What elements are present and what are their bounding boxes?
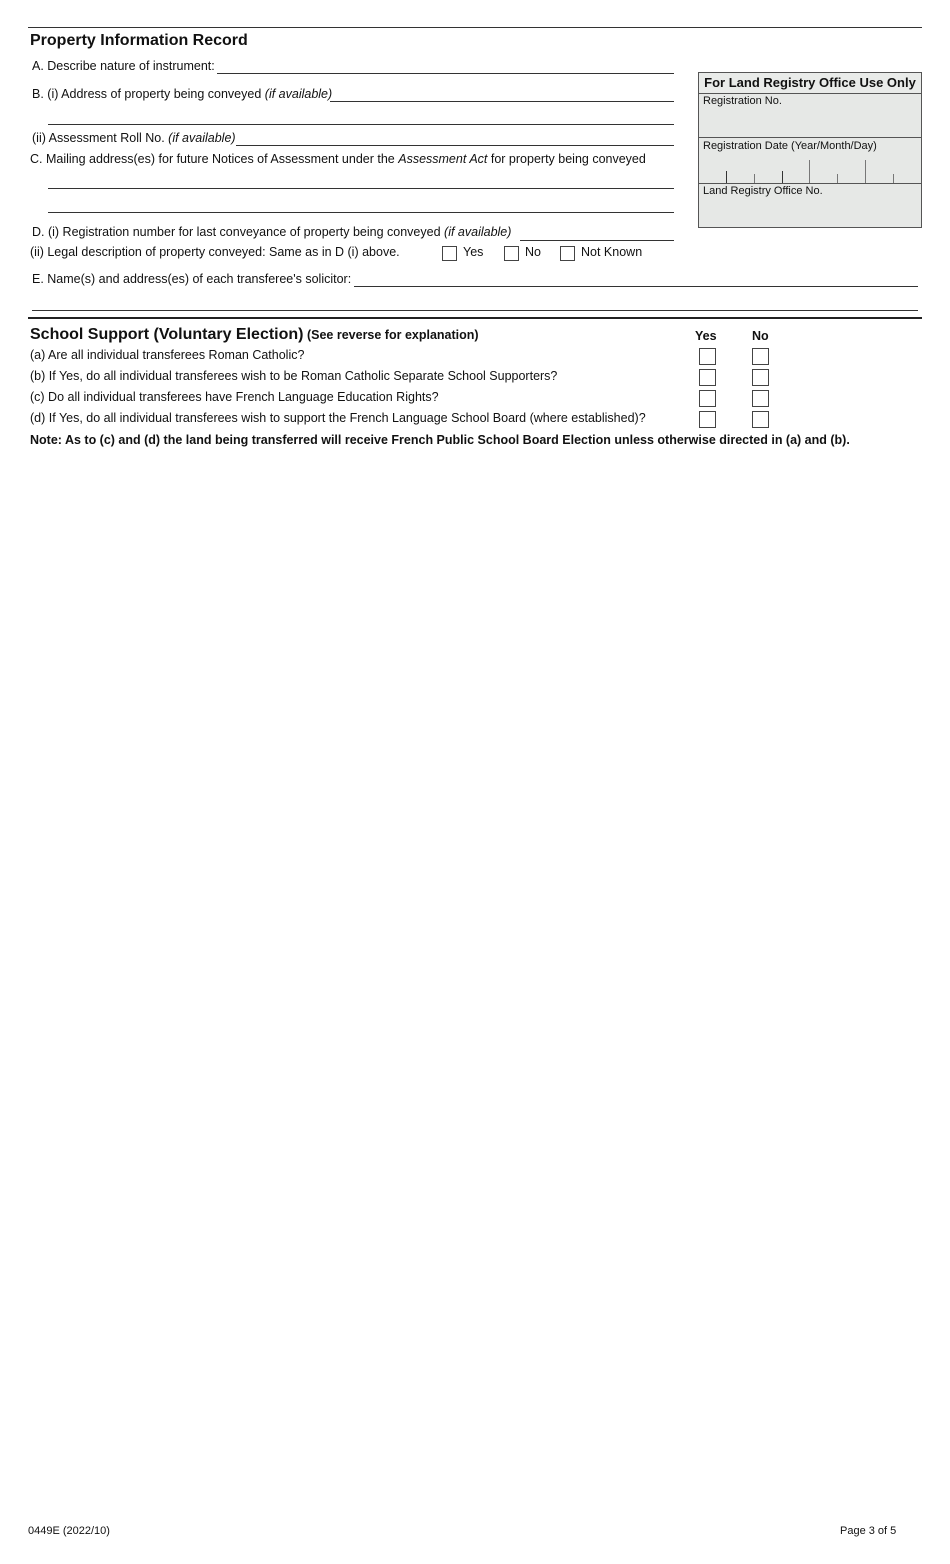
field-b2-label-text: (ii) Assessment Roll No. [32, 131, 165, 145]
d2-not-known-label: Not Known [581, 245, 643, 259]
form-id: 0449E (2022/10) [28, 1525, 110, 1537]
registry-header: For Land Registry Office Use Only [699, 73, 921, 94]
field-d-label [32, 225, 511, 239]
field-b-input[interactable] [330, 101, 674, 102]
school-question-a: (a) Are all individual transferees Roman Catholic? [30, 348, 305, 362]
field-a-input[interactable] [217, 73, 674, 74]
date-tick [782, 171, 783, 183]
date-tick [837, 174, 838, 183]
field-c-label-act: Assessment Act [398, 152, 488, 166]
question-d-no-checkbox[interactable] [752, 411, 769, 428]
school-question-d: (d) If Yes, do all individual transferees wish to support the French Language School Board (where established)? [30, 411, 646, 425]
question-d-yes-checkbox[interactable] [699, 411, 716, 428]
field-c-label-pre: C. Mailing address(es) for future Notices of Assessment under the [30, 152, 395, 166]
field-d-input[interactable] [520, 240, 674, 241]
date-tick [865, 160, 866, 183]
page-number: Page 3 of 5 [840, 1525, 897, 1537]
d2-not-known-checkbox[interactable] [560, 246, 575, 261]
field-c-label [30, 152, 646, 166]
question-c-no-checkbox[interactable] [752, 390, 769, 407]
school-title [30, 326, 479, 344]
school-question-c: (c) Do all individual transferees have French Language Education Rights? [30, 390, 439, 404]
field-d-note: (if available) [444, 225, 512, 239]
question-a-no-checkbox[interactable] [752, 348, 769, 365]
field-b2-label [32, 131, 236, 145]
field-b-input-line2[interactable] [48, 124, 674, 125]
col-no-header: No [752, 329, 769, 343]
date-tick [809, 160, 810, 183]
d2-yes-label: Yes [463, 245, 484, 259]
field-c-input-line2[interactable] [48, 212, 674, 213]
d2-no-checkbox[interactable] [504, 246, 519, 261]
date-tick [726, 171, 727, 183]
date-tick [893, 174, 894, 183]
registration-no-cell[interactable] [699, 93, 921, 138]
question-a-yes-checkbox[interactable] [699, 348, 716, 365]
school-title-text: School Support (Voluntary Election) [30, 326, 304, 343]
section-divider [28, 317, 922, 319]
field-b-label-text: B. (i) Address of property being conveyed [32, 87, 262, 101]
field-d2-label: (ii) Legal description of property conveyed: Same as in D (i) above. [30, 245, 400, 259]
land-registry-box [698, 72, 922, 228]
col-yes-header: Yes [695, 329, 717, 343]
field-b-note: (if available) [264, 87, 333, 101]
field-b-label [32, 87, 332, 101]
school-subtitle: (See reverse for explanation) [306, 328, 479, 342]
registration-no-label: Registration No. [703, 95, 782, 107]
field-d-label-text: D. (i) Registration number for last conveyance of property being conveyed [32, 225, 441, 239]
field-e-input[interactable] [354, 286, 918, 287]
d2-no-label: No [525, 245, 541, 259]
registration-date-label: Registration Date (Year/Month/Day) [703, 140, 877, 152]
date-tick [754, 174, 755, 183]
field-b2-input[interactable] [236, 145, 674, 146]
field-e-label: E. Name(s) and address(es) of each transferee's solicitor: [32, 272, 352, 286]
registration-date-cell[interactable] [699, 138, 921, 184]
question-b-yes-checkbox[interactable] [699, 369, 716, 386]
question-b-no-checkbox[interactable] [752, 369, 769, 386]
field-c-input-line1[interactable] [48, 188, 674, 189]
section-title: Property Information Record [30, 32, 248, 49]
office-no-label: Land Registry Office No. [703, 185, 823, 197]
d2-yes-checkbox[interactable] [442, 246, 457, 261]
field-e-input-line2[interactable] [32, 310, 918, 311]
field-b2-note: (if available) [168, 131, 236, 145]
field-c-label-post: for property being conveyed [490, 152, 646, 166]
question-c-yes-checkbox[interactable] [699, 390, 716, 407]
top-rule [28, 27, 922, 28]
school-question-b: (b) If Yes, do all individual transferees wish to be Roman Catholic Separate School Supporters? [30, 369, 558, 383]
field-a-label: A. Describe nature of instrument: [32, 59, 215, 73]
school-note: Note: As to (c) and (d) the land being transferred will receive French Public School Board Election unless otherwise directed in (a) and (b). [30, 433, 850, 447]
